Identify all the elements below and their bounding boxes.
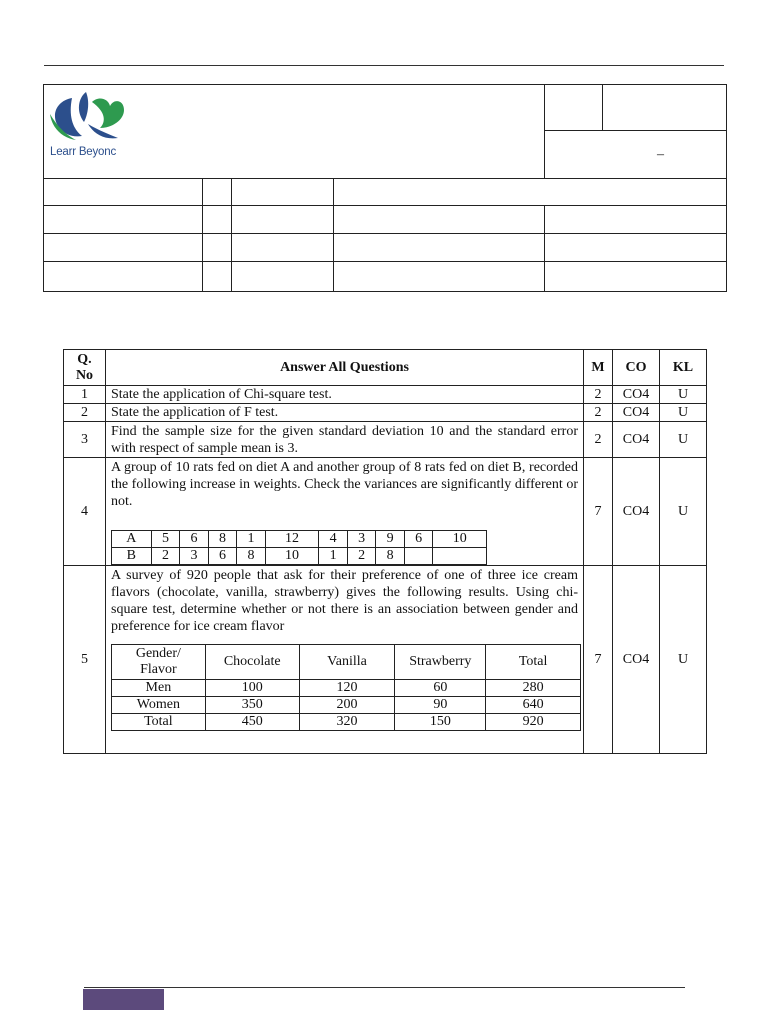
question-row <box>64 566 707 754</box>
header-qno: Q. No <box>64 350 106 386</box>
rats-cell <box>404 548 433 565</box>
question-cell <box>106 566 584 754</box>
flavor-cell: 320 <box>299 714 395 731</box>
question-text: A group of 10 rats fed on diet A and another group of 8 rats fed on diet B, recorded the following increase in weights. Check the variances are significantly different or not. <box>111 460 578 509</box>
rats-cell: 1 <box>237 531 266 548</box>
rats-cell: 5 <box>151 531 180 548</box>
flavor-cell: 150 <box>395 714 486 731</box>
rats-cell: 10 <box>265 548 319 565</box>
rats-cell: 3 <box>180 548 209 565</box>
header-marks: M <box>584 350 613 386</box>
flavor-header-cell: Strawberry <box>395 645 486 680</box>
question-co: CO4 <box>613 458 660 566</box>
question-text: State the application of F test. <box>106 404 584 422</box>
rats-row-b <box>112 548 487 565</box>
question-marks: 2 <box>584 386 613 404</box>
header-cell <box>232 179 334 206</box>
question-row <box>64 458 707 566</box>
question-co: CO4 <box>613 422 660 458</box>
flavor-header-row <box>112 645 581 680</box>
question-number: 4 <box>64 458 106 566</box>
header-co: CO <box>613 350 660 386</box>
header-kl: KL <box>660 350 707 386</box>
flavor-header-cell: Total <box>486 645 581 680</box>
flavor-cell: 100 <box>205 680 299 697</box>
header-cell <box>44 179 203 206</box>
header-cell <box>334 179 727 206</box>
question-marks: 7 <box>584 566 613 754</box>
flavor-cell: Women <box>112 697 206 714</box>
top-rule <box>44 65 724 66</box>
flavor-cell: 280 <box>486 680 581 697</box>
question-text: State the application of Chi-square test. <box>106 386 584 404</box>
header-cell <box>203 179 232 206</box>
question-kl: U <box>660 566 707 754</box>
flavor-row <box>112 714 581 731</box>
question-kl: U <box>660 386 707 404</box>
rats-cell: 8 <box>376 548 405 565</box>
question-co: CO4 <box>613 404 660 422</box>
flavor-header-cell: Chocolate <box>205 645 299 680</box>
logo-text: Learr Beyonc <box>50 146 116 158</box>
question-co: CO4 <box>613 566 660 754</box>
footer-bar <box>83 989 164 1010</box>
question-kl: U <box>660 458 707 566</box>
footer-rule <box>84 987 685 988</box>
rats-cell: 9 <box>376 531 405 548</box>
question-table <box>63 349 707 754</box>
question-number: 1 <box>64 386 106 404</box>
question-row <box>64 386 707 404</box>
rats-cell: 2 <box>347 548 376 565</box>
flavor-header-cell: Gender/ Flavor <box>112 645 206 680</box>
flavor-cell: 640 <box>486 697 581 714</box>
rats-row-a <box>112 531 487 548</box>
header-cell <box>545 85 603 131</box>
flavor-cell: 350 <box>205 697 299 714</box>
question-number: 2 <box>64 404 106 422</box>
rats-cell: 4 <box>319 531 348 548</box>
rats-cell: 3 <box>347 531 376 548</box>
rats-cell: B <box>112 548 152 565</box>
rats-cell: 12 <box>265 531 319 548</box>
rats-cell: 8 <box>237 548 266 565</box>
question-number: 3 <box>64 422 106 458</box>
header-box <box>43 84 727 292</box>
rats-cell: 6 <box>404 531 433 548</box>
flavor-cell: Total <box>112 714 206 731</box>
rats-cell: 2 <box>151 548 180 565</box>
flavor-row <box>112 697 581 714</box>
rats-weight-table <box>111 530 487 565</box>
question-co: CO4 <box>613 386 660 404</box>
header-question: Answer All Questions <box>106 350 584 386</box>
question-row <box>64 404 707 422</box>
question-marks: 7 <box>584 458 613 566</box>
flavor-cell: 200 <box>299 697 395 714</box>
question-row <box>64 422 707 458</box>
rats-cell: 1 <box>319 548 348 565</box>
rats-cell: 6 <box>180 531 209 548</box>
question-text: Find the sample size for the given standard deviation 10 and the standard error with respect of sample mean is 3. <box>106 422 584 458</box>
flavor-cell: 920 <box>486 714 581 731</box>
question-number: 5 <box>64 566 106 754</box>
rats-cell <box>433 548 487 565</box>
header-dash-cell: – <box>545 131 727 179</box>
flavor-cell: 90 <box>395 697 486 714</box>
flavor-cell: 120 <box>299 680 395 697</box>
rats-cell: A <box>112 531 152 548</box>
flavor-cell: 60 <box>395 680 486 697</box>
question-cell <box>106 458 584 566</box>
question-marks: 2 <box>584 422 613 458</box>
flavor-table <box>111 644 581 731</box>
flavor-header-cell: Vanilla <box>299 645 395 680</box>
flavor-row <box>112 680 581 697</box>
logo-icon <box>48 88 128 146</box>
flavor-cell: Men <box>112 680 206 697</box>
rats-cell: 8 <box>208 531 237 548</box>
question-kl: U <box>660 404 707 422</box>
question-kl: U <box>660 422 707 458</box>
question-marks: 2 <box>584 404 613 422</box>
logo-cell <box>44 85 545 179</box>
header-cell <box>603 85 727 131</box>
flavor-cell: 450 <box>205 714 299 731</box>
question-text: A survey of 920 people that ask for their preference of one of three ice cream flavors (chocolate, vanilla, strawberry) gives the following results. Using chi-square test, determine whether or not there is an association between gender and preference for ice cream flavor <box>111 568 578 634</box>
rats-cell: 6 <box>208 548 237 565</box>
rats-cell: 10 <box>433 531 487 548</box>
